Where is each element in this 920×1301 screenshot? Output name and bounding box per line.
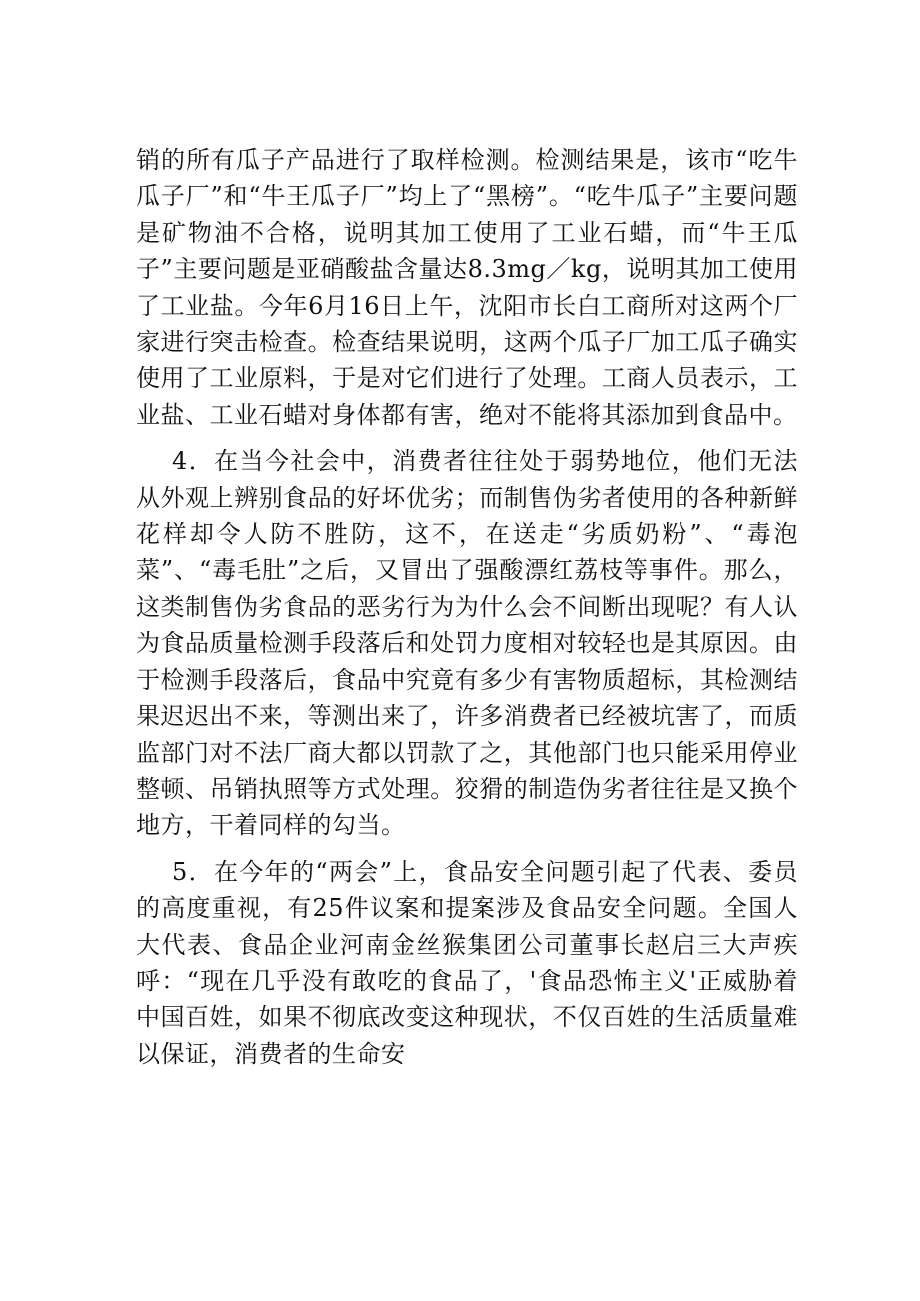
paragraph-item-5: 5．在今年的“两会”上，食品安全问题引起了代表、委员的高度重视，有25件议案和提案涉及食品安全问题。全国人大代表、食品企业河南金丝猴集团公司董事长赵启三大声疾呼：“现在几乎没有敢吃的食品了，'食品恐怖主义'正威胁着中国百姓，如果不彻底改变这种现状，不仅百姓的生活质量难以保证，消费者的生命安 <box>136 857 798 1068</box>
paragraph-item-4: 4．在当今社会中，消费者往往处于弱势地位，他们无法从外观上辨别食品的好坏优劣；而制售伪劣者使用的各种新鲜花样却令人防不胜防，这不，在送走“劣质奶粉”、“毒泡菜”、“毒毛肚”之后，又冒出了强酸漂红荔枝等事件。那么，这类制售伪劣食品的恶劣行为为什么会不间断出现呢？有人认为食品质量检测手段落后和处罚力度相对较轻也是其原因。由于检测手段落后，食品中究竟有多少有害物质超标，其检测结果迟迟出不来，等测出来了，许多消费者已经被坑害了，而质监部门对不法厂商大都以罚款了之，其他部门也只能采用停业整顿、吊销执照等方式处理。狡猾的制造伪劣者往往是又换个地方，干着同样的勾当。 <box>136 447 798 840</box>
document-body <box>136 142 798 1072</box>
paragraph-continuation: 销的所有瓜子产品进行了取样检测。检测结果是，该市“吃牛瓜子厂”和“牛王瓜子厂”均上了“黑榜”。“吃牛瓜子”主要问题是矿物油不合格，说明其加工使用了工业石蜡，而“牛王瓜子”主要问题是亚硝酸盐含量达8.3mg／kg，说明其加工使用了工业盐。今年6月16日上午，沈阳市长白工商所对这两个厂家进行突击检查。检查结果说明，这两个瓜子厂加工瓜子确实使用了工业原料，于是对它们进行了处理。工商人员表示，工业盐、工业石蜡对身体都有害，绝对不能将其添加到食品中。 <box>136 146 798 429</box>
